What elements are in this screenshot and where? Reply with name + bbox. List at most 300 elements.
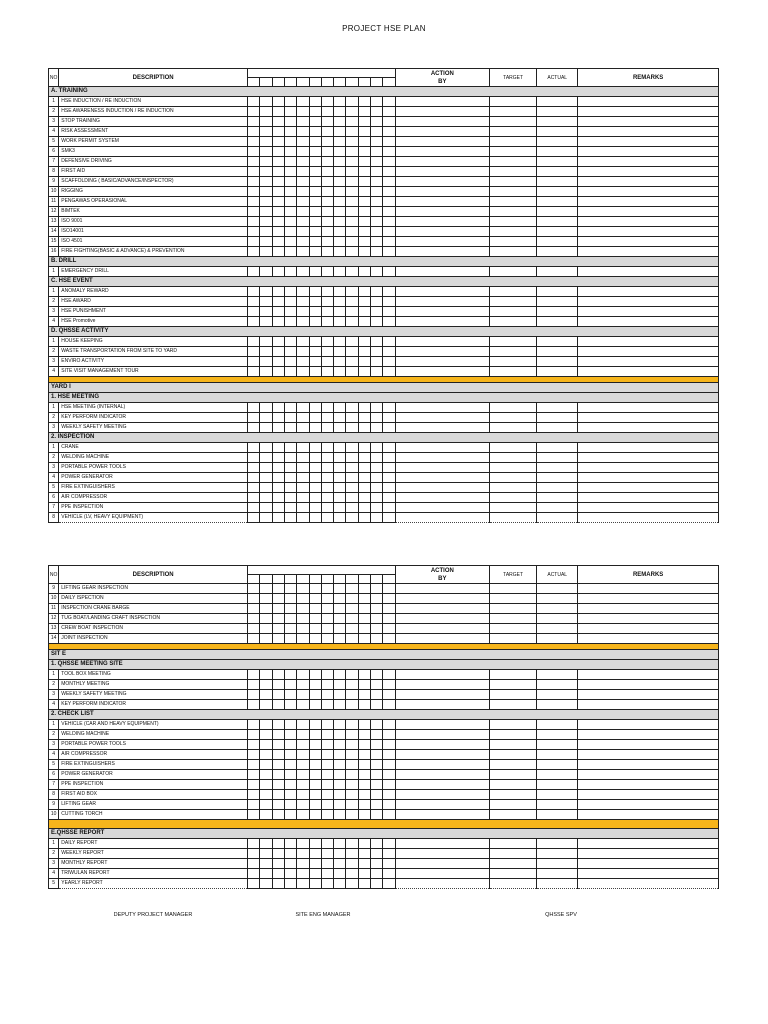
target-cell[interactable] xyxy=(490,624,537,634)
period-cell[interactable] xyxy=(321,584,333,594)
period-cell[interactable] xyxy=(334,513,346,523)
period-cell[interactable] xyxy=(383,177,395,187)
remarks-cell[interactable] xyxy=(578,307,719,317)
period-cell[interactable] xyxy=(297,463,309,473)
period-cell[interactable] xyxy=(272,157,284,167)
target-cell[interactable] xyxy=(490,357,537,367)
period-cell[interactable] xyxy=(297,187,309,197)
period-cell[interactable] xyxy=(358,157,370,167)
period-cell[interactable] xyxy=(383,367,395,377)
period-cell[interactable] xyxy=(272,670,284,680)
period-cell[interactable] xyxy=(346,680,358,690)
period-cell[interactable] xyxy=(383,247,395,257)
action-by-cell[interactable] xyxy=(395,337,489,347)
period-cell[interactable] xyxy=(309,670,321,680)
period-cell[interactable] xyxy=(358,127,370,137)
period-cell[interactable] xyxy=(334,839,346,849)
period-cell[interactable] xyxy=(321,307,333,317)
period-cell[interactable] xyxy=(370,247,382,257)
period-cell[interactable] xyxy=(383,453,395,463)
period-cell[interactable] xyxy=(272,604,284,614)
action-by-cell[interactable] xyxy=(395,247,489,257)
period-cell[interactable] xyxy=(358,167,370,177)
actual-cell[interactable] xyxy=(537,207,578,217)
period-cell[interactable] xyxy=(284,680,296,690)
period-cell[interactable] xyxy=(321,127,333,137)
period-cell[interactable] xyxy=(370,849,382,859)
period-cell[interactable] xyxy=(284,503,296,513)
period-cell[interactable] xyxy=(334,859,346,869)
period-cell[interactable] xyxy=(272,317,284,327)
target-cell[interactable] xyxy=(490,513,537,523)
period-cell[interactable] xyxy=(358,770,370,780)
period-cell[interactable] xyxy=(297,337,309,347)
period-cell[interactable] xyxy=(284,197,296,207)
remarks-cell[interactable] xyxy=(578,770,719,780)
period-cell[interactable] xyxy=(346,750,358,760)
remarks-cell[interactable] xyxy=(578,680,719,690)
period-cell[interactable] xyxy=(297,157,309,167)
period-cell[interactable] xyxy=(346,197,358,207)
remarks-cell[interactable] xyxy=(578,157,719,167)
period-cell[interactable] xyxy=(272,483,284,493)
period-cell[interactable] xyxy=(321,614,333,624)
period-cell[interactable] xyxy=(383,634,395,644)
period-cell[interactable] xyxy=(370,670,382,680)
period-cell[interactable] xyxy=(358,594,370,604)
period-cell[interactable] xyxy=(334,700,346,710)
period-cell[interactable] xyxy=(370,604,382,614)
period-cell[interactable] xyxy=(248,423,260,433)
period-cell[interactable] xyxy=(370,879,382,889)
period-cell[interactable] xyxy=(383,690,395,700)
period-cell[interactable] xyxy=(309,680,321,690)
period-cell[interactable] xyxy=(297,97,309,107)
action-by-cell[interactable] xyxy=(395,879,489,889)
period-cell[interactable] xyxy=(309,217,321,227)
period-cell[interactable] xyxy=(383,760,395,770)
period-cell[interactable] xyxy=(358,347,370,357)
period-cell[interactable] xyxy=(370,483,382,493)
period-cell[interactable] xyxy=(370,307,382,317)
period-cell[interactable] xyxy=(358,197,370,207)
remarks-cell[interactable] xyxy=(578,453,719,463)
period-cell[interactable] xyxy=(334,740,346,750)
actual-cell[interactable] xyxy=(537,117,578,127)
period-cell[interactable] xyxy=(297,670,309,680)
period-cell[interactable] xyxy=(334,177,346,187)
actual-cell[interactable] xyxy=(537,443,578,453)
period-cell[interactable] xyxy=(248,680,260,690)
period-cell[interactable] xyxy=(284,780,296,790)
remarks-cell[interactable] xyxy=(578,217,719,227)
period-cell[interactable] xyxy=(334,267,346,277)
period-cell[interactable] xyxy=(284,594,296,604)
remarks-cell[interactable] xyxy=(578,287,719,297)
period-cell[interactable] xyxy=(358,107,370,117)
period-cell[interactable] xyxy=(260,760,272,770)
actual-cell[interactable] xyxy=(537,849,578,859)
period-cell[interactable] xyxy=(358,473,370,483)
period-cell[interactable] xyxy=(370,473,382,483)
period-cell[interactable] xyxy=(260,453,272,463)
period-cell[interactable] xyxy=(248,197,260,207)
period-cell[interactable] xyxy=(272,614,284,624)
target-cell[interactable] xyxy=(490,317,537,327)
period-cell[interactable] xyxy=(370,790,382,800)
period-cell[interactable] xyxy=(370,730,382,740)
period-cell[interactable] xyxy=(383,97,395,107)
actual-cell[interactable] xyxy=(537,740,578,750)
remarks-cell[interactable] xyxy=(578,750,719,760)
period-cell[interactable] xyxy=(260,503,272,513)
period-cell[interactable] xyxy=(260,247,272,257)
period-cell[interactable] xyxy=(297,127,309,137)
action-by-cell[interactable] xyxy=(395,473,489,483)
period-cell[interactable] xyxy=(309,879,321,889)
period-cell[interactable] xyxy=(358,614,370,624)
period-cell[interactable] xyxy=(272,403,284,413)
period-cell[interactable] xyxy=(334,780,346,790)
actual-cell[interactable] xyxy=(537,760,578,770)
period-cell[interactable] xyxy=(346,463,358,473)
period-cell[interactable] xyxy=(272,750,284,760)
actual-cell[interactable] xyxy=(537,307,578,317)
period-cell[interactable] xyxy=(346,700,358,710)
remarks-cell[interactable] xyxy=(578,107,719,117)
action-by-cell[interactable] xyxy=(395,690,489,700)
target-cell[interactable] xyxy=(490,604,537,614)
period-cell[interactable] xyxy=(321,227,333,237)
period-cell[interactable] xyxy=(260,740,272,750)
period-cell[interactable] xyxy=(297,859,309,869)
period-cell[interactable] xyxy=(370,443,382,453)
period-cell[interactable] xyxy=(370,780,382,790)
period-cell[interactable] xyxy=(346,810,358,820)
period-cell[interactable] xyxy=(334,493,346,503)
period-cell[interactable] xyxy=(346,584,358,594)
period-cell[interactable] xyxy=(358,227,370,237)
period-cell[interactable] xyxy=(284,634,296,644)
period-cell[interactable] xyxy=(334,187,346,197)
target-cell[interactable] xyxy=(490,287,537,297)
period-cell[interactable] xyxy=(260,720,272,730)
period-cell[interactable] xyxy=(309,97,321,107)
period-cell[interactable] xyxy=(297,473,309,483)
remarks-cell[interactable] xyxy=(578,247,719,257)
action-by-cell[interactable] xyxy=(395,730,489,740)
period-cell[interactable] xyxy=(284,267,296,277)
period-cell[interactable] xyxy=(284,614,296,624)
period-cell[interactable] xyxy=(284,247,296,257)
period-cell[interactable] xyxy=(370,770,382,780)
period-cell[interactable] xyxy=(358,177,370,187)
period-cell[interactable] xyxy=(297,317,309,327)
action-by-cell[interactable] xyxy=(395,760,489,770)
period-cell[interactable] xyxy=(297,760,309,770)
period-cell[interactable] xyxy=(370,267,382,277)
period-cell[interactable] xyxy=(334,367,346,377)
period-cell[interactable] xyxy=(248,97,260,107)
period-cell[interactable] xyxy=(284,107,296,117)
period-cell[interactable] xyxy=(297,197,309,207)
target-cell[interactable] xyxy=(490,237,537,247)
remarks-cell[interactable] xyxy=(578,127,719,137)
period-cell[interactable] xyxy=(383,790,395,800)
period-cell[interactable] xyxy=(334,849,346,859)
period-cell[interactable] xyxy=(297,237,309,247)
actual-cell[interactable] xyxy=(537,750,578,760)
period-cell[interactable] xyxy=(297,730,309,740)
period-cell[interactable] xyxy=(358,207,370,217)
period-cell[interactable] xyxy=(309,197,321,207)
period-cell[interactable] xyxy=(260,790,272,800)
period-cell[interactable] xyxy=(248,720,260,730)
period-cell[interactable] xyxy=(248,859,260,869)
period-cell[interactable] xyxy=(309,614,321,624)
period-cell[interactable] xyxy=(321,287,333,297)
period-cell[interactable] xyxy=(248,849,260,859)
period-cell[interactable] xyxy=(284,604,296,614)
actual-cell[interactable] xyxy=(537,97,578,107)
period-cell[interactable] xyxy=(309,177,321,187)
period-cell[interactable] xyxy=(260,237,272,247)
period-cell[interactable] xyxy=(284,720,296,730)
period-cell[interactable] xyxy=(284,117,296,127)
target-cell[interactable] xyxy=(490,614,537,624)
actual-cell[interactable] xyxy=(537,780,578,790)
period-cell[interactable] xyxy=(346,453,358,463)
period-cell[interactable] xyxy=(248,307,260,317)
remarks-cell[interactable] xyxy=(578,267,719,277)
period-cell[interactable] xyxy=(272,849,284,859)
period-cell[interactable] xyxy=(260,770,272,780)
target-cell[interactable] xyxy=(490,367,537,377)
period-cell[interactable] xyxy=(358,413,370,423)
period-cell[interactable] xyxy=(383,187,395,197)
period-cell[interactable] xyxy=(321,740,333,750)
period-cell[interactable] xyxy=(346,127,358,137)
action-by-cell[interactable] xyxy=(395,513,489,523)
period-cell[interactable] xyxy=(321,367,333,377)
period-cell[interactable] xyxy=(370,680,382,690)
period-cell[interactable] xyxy=(321,604,333,614)
period-cell[interactable] xyxy=(346,780,358,790)
period-cell[interactable] xyxy=(284,624,296,634)
period-cell[interactable] xyxy=(297,287,309,297)
period-cell[interactable] xyxy=(260,750,272,760)
target-cell[interactable] xyxy=(490,730,537,740)
period-cell[interactable] xyxy=(346,879,358,889)
period-cell[interactable] xyxy=(358,760,370,770)
period-cell[interactable] xyxy=(358,513,370,523)
actual-cell[interactable] xyxy=(537,367,578,377)
period-cell[interactable] xyxy=(383,347,395,357)
period-cell[interactable] xyxy=(272,443,284,453)
period-cell[interactable] xyxy=(272,810,284,820)
period-cell[interactable] xyxy=(370,740,382,750)
target-cell[interactable] xyxy=(490,147,537,157)
period-cell[interactable] xyxy=(309,740,321,750)
period-cell[interactable] xyxy=(284,700,296,710)
remarks-cell[interactable] xyxy=(578,594,719,604)
action-by-cell[interactable] xyxy=(395,147,489,157)
period-cell[interactable] xyxy=(346,167,358,177)
period-cell[interactable] xyxy=(297,357,309,367)
action-by-cell[interactable] xyxy=(395,403,489,413)
action-by-cell[interactable] xyxy=(395,177,489,187)
remarks-cell[interactable] xyxy=(578,879,719,889)
period-cell[interactable] xyxy=(260,859,272,869)
period-cell[interactable] xyxy=(297,680,309,690)
remarks-cell[interactable] xyxy=(578,849,719,859)
period-cell[interactable] xyxy=(248,584,260,594)
period-cell[interactable] xyxy=(284,443,296,453)
period-cell[interactable] xyxy=(248,227,260,237)
period-cell[interactable] xyxy=(309,493,321,503)
actual-cell[interactable] xyxy=(537,463,578,473)
action-by-cell[interactable] xyxy=(395,859,489,869)
target-cell[interactable] xyxy=(490,503,537,513)
period-cell[interactable] xyxy=(260,177,272,187)
period-cell[interactable] xyxy=(358,810,370,820)
period-cell[interactable] xyxy=(248,337,260,347)
period-cell[interactable] xyxy=(309,760,321,770)
period-cell[interactable] xyxy=(358,720,370,730)
period-cell[interactable] xyxy=(334,473,346,483)
period-cell[interactable] xyxy=(284,317,296,327)
action-by-cell[interactable] xyxy=(395,287,489,297)
period-cell[interactable] xyxy=(383,594,395,604)
period-cell[interactable] xyxy=(358,800,370,810)
target-cell[interactable] xyxy=(490,167,537,177)
period-cell[interactable] xyxy=(321,147,333,157)
actual-cell[interactable] xyxy=(537,453,578,463)
period-cell[interactable] xyxy=(321,177,333,187)
remarks-cell[interactable] xyxy=(578,347,719,357)
period-cell[interactable] xyxy=(358,307,370,317)
remarks-cell[interactable] xyxy=(578,670,719,680)
action-by-cell[interactable] xyxy=(395,413,489,423)
period-cell[interactable] xyxy=(284,453,296,463)
period-cell[interactable] xyxy=(284,297,296,307)
period-cell[interactable] xyxy=(272,770,284,780)
period-cell[interactable] xyxy=(309,513,321,523)
period-cell[interactable] xyxy=(358,839,370,849)
action-by-cell[interactable] xyxy=(395,347,489,357)
action-by-cell[interactable] xyxy=(395,187,489,197)
period-cell[interactable] xyxy=(272,869,284,879)
period-cell[interactable] xyxy=(346,869,358,879)
period-cell[interactable] xyxy=(321,869,333,879)
period-cell[interactable] xyxy=(272,879,284,889)
period-cell[interactable] xyxy=(334,463,346,473)
period-cell[interactable] xyxy=(248,594,260,604)
period-cell[interactable] xyxy=(358,584,370,594)
period-cell[interactable] xyxy=(383,307,395,317)
period-cell[interactable] xyxy=(346,770,358,780)
period-cell[interactable] xyxy=(309,127,321,137)
remarks-cell[interactable] xyxy=(578,483,719,493)
period-cell[interactable] xyxy=(297,740,309,750)
target-cell[interactable] xyxy=(490,690,537,700)
remarks-cell[interactable] xyxy=(578,473,719,483)
period-cell[interactable] xyxy=(321,473,333,483)
period-cell[interactable] xyxy=(260,780,272,790)
period-cell[interactable] xyxy=(370,317,382,327)
period-cell[interactable] xyxy=(321,594,333,604)
remarks-cell[interactable] xyxy=(578,493,719,503)
actual-cell[interactable] xyxy=(537,730,578,740)
period-cell[interactable] xyxy=(321,423,333,433)
period-cell[interactable] xyxy=(309,604,321,614)
target-cell[interactable] xyxy=(490,634,537,644)
actual-cell[interactable] xyxy=(537,317,578,327)
actual-cell[interactable] xyxy=(537,634,578,644)
period-cell[interactable] xyxy=(260,869,272,879)
period-cell[interactable] xyxy=(272,413,284,423)
period-cell[interactable] xyxy=(248,750,260,760)
period-cell[interactable] xyxy=(272,97,284,107)
target-cell[interactable] xyxy=(490,307,537,317)
action-by-cell[interactable] xyxy=(395,227,489,237)
period-cell[interactable] xyxy=(370,690,382,700)
target-cell[interactable] xyxy=(490,879,537,889)
period-cell[interactable] xyxy=(346,503,358,513)
period-cell[interactable] xyxy=(346,217,358,227)
period-cell[interactable] xyxy=(346,207,358,217)
period-cell[interactable] xyxy=(383,413,395,423)
period-cell[interactable] xyxy=(248,800,260,810)
period-cell[interactable] xyxy=(346,730,358,740)
period-cell[interactable] xyxy=(297,483,309,493)
period-cell[interactable] xyxy=(309,483,321,493)
period-cell[interactable] xyxy=(309,473,321,483)
period-cell[interactable] xyxy=(370,810,382,820)
period-cell[interactable] xyxy=(334,634,346,644)
period-cell[interactable] xyxy=(346,443,358,453)
period-cell[interactable] xyxy=(297,207,309,217)
action-by-cell[interactable] xyxy=(395,297,489,307)
period-cell[interactable] xyxy=(260,810,272,820)
period-cell[interactable] xyxy=(297,443,309,453)
period-cell[interactable] xyxy=(260,357,272,367)
period-cell[interactable] xyxy=(346,317,358,327)
period-cell[interactable] xyxy=(383,463,395,473)
period-cell[interactable] xyxy=(309,403,321,413)
period-cell[interactable] xyxy=(370,453,382,463)
actual-cell[interactable] xyxy=(537,594,578,604)
period-cell[interactable] xyxy=(309,237,321,247)
period-cell[interactable] xyxy=(346,137,358,147)
period-cell[interactable] xyxy=(272,463,284,473)
period-cell[interactable] xyxy=(358,624,370,634)
action-by-cell[interactable] xyxy=(395,107,489,117)
period-cell[interactable] xyxy=(383,127,395,137)
action-by-cell[interactable] xyxy=(395,443,489,453)
period-cell[interactable] xyxy=(284,287,296,297)
remarks-cell[interactable] xyxy=(578,177,719,187)
period-cell[interactable] xyxy=(272,790,284,800)
period-cell[interactable] xyxy=(321,503,333,513)
period-cell[interactable] xyxy=(370,287,382,297)
period-cell[interactable] xyxy=(321,137,333,147)
period-cell[interactable] xyxy=(284,227,296,237)
remarks-cell[interactable] xyxy=(578,297,719,307)
period-cell[interactable] xyxy=(334,879,346,889)
period-cell[interactable] xyxy=(260,594,272,604)
period-cell[interactable] xyxy=(321,357,333,367)
